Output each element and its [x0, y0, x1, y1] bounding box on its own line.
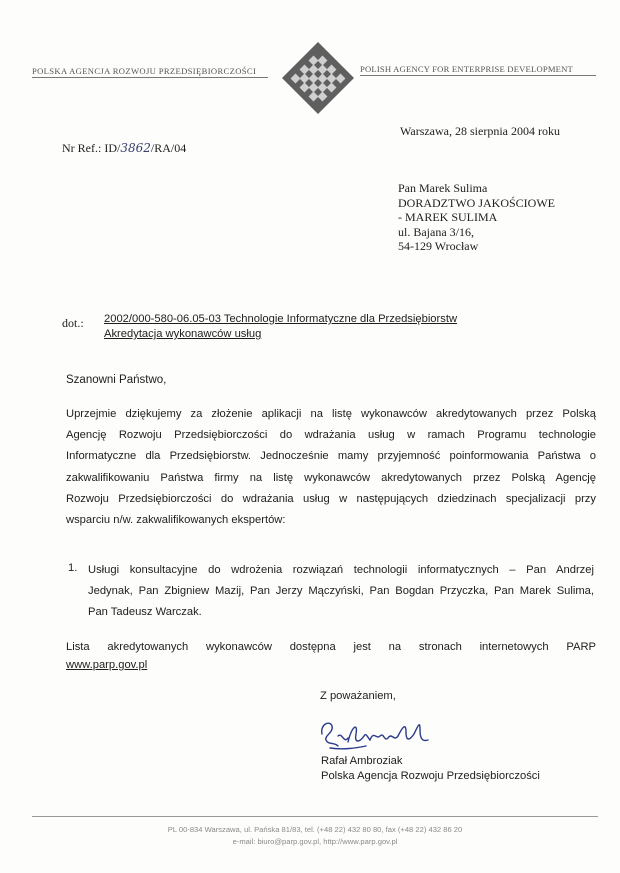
footer-email-web: e-mail: biuro@parp.gov.pl, http://www.parp.gov.pl	[232, 837, 398, 846]
recipient-line: - MAREK SULIMA	[398, 210, 498, 225]
closing-greeting: Z poważaniem,	[320, 690, 396, 702]
subject-label: dot.:	[62, 316, 84, 330]
footer-address: PL 00-834 Warszawa, ul. Pańska 81/83, tel. (+48 22) 432 80 80, fax (+48 22) 432 86 20	[167, 825, 463, 834]
body-line: Rozwoju Przedsiębiorczości do wdrażania usług w następujących dziedzinach specjalizacji przy	[66, 492, 596, 505]
handwritten-signature-icon	[314, 712, 434, 756]
signer-organization: Polska Agencja Rozwoju Przedsiębiorczości	[321, 770, 540, 782]
recipient-line: DORADZTWO JAKOŚCIOWE	[398, 195, 555, 210]
recipient-line: Pan Marek Sulima	[398, 181, 488, 195]
footer-contact	[32, 824, 598, 848]
subject-line-2: Akredytacja wykonawców usług	[104, 328, 262, 340]
parp-logo-icon	[280, 40, 356, 116]
body-line: Informatyczne dla Przedsiębiorstw. Jednocześnie mamy przyjemność poinformowania Państwa o	[66, 450, 596, 463]
list-item-number: 1.	[68, 562, 78, 574]
reference-handwritten-number: 3862	[120, 141, 151, 155]
list-item-line: Pan Tadeusz Warczak.	[88, 606, 202, 619]
body-line: wsparciu n/w. zakwalifikowanych ekspertów:	[66, 514, 286, 527]
letterhead-name-en: POLISH AGENCY FOR ENTERPRISE DEVELOPMENT	[360, 64, 596, 76]
recipient-line: 54-129 Wrocław	[398, 239, 479, 254]
salutation: Szanowni Państwo,	[66, 374, 167, 386]
website-link[interactable]: www.parp.gov.pl	[66, 659, 148, 671]
list-item-line: Jedynak, Pan Zbigniew Mazij, Pan Jerzy Mączyński, Pan Bogdan Przyczka, Pan Marek Sulima,	[88, 585, 594, 598]
subject	[104, 312, 457, 342]
list-item	[88, 560, 594, 624]
reference-number	[62, 141, 186, 156]
letterhead-name-pl: POLSKA AGENCJA ROZWOJU PRZEDSIĘBIORCZOŚCI	[32, 66, 268, 78]
footer-divider	[32, 816, 598, 817]
body-paragraph	[66, 404, 596, 531]
subject-line-1: 2002/000-580-06.05-03 Technologie Informatyczne dla Przedsiębiorstw	[104, 313, 458, 325]
list-item-line: Usługi konsultacyjne do wdrożenia rozwiązań technologii informatycznych – Pan Andrzej	[88, 564, 594, 576]
signer-block	[321, 754, 540, 784]
recipient-address	[398, 181, 555, 254]
availability-line: Lista akredytowanych wykonawców dostępna jest na stronach internetowych PARP	[66, 641, 596, 653]
body-line: zakwalifikowaniu Państwa firmy na listę wykonawców akredytowanych przez Polską Agencję	[66, 471, 596, 484]
availability-note	[66, 638, 596, 674]
signer-name: Rafał Ambroziak	[321, 755, 403, 767]
body-line: Uprzejmie dziękujemy za złożenie aplikacji na listę wykonawców akredytowanych przez Polską	[66, 408, 596, 420]
place-and-date: Warszawa, 28 sierpnia 2004 roku	[400, 124, 560, 138]
body-line: Agencję Rozwoju Przedsiębiorczości do wdrażania usług w ramach Programu technologie	[66, 429, 596, 442]
reference-prefix: Nr Ref.: ID/	[62, 141, 121, 155]
reference-suffix: /RA/04	[150, 141, 187, 155]
recipient-line: ul. Bajana 3/16,	[398, 224, 474, 239]
